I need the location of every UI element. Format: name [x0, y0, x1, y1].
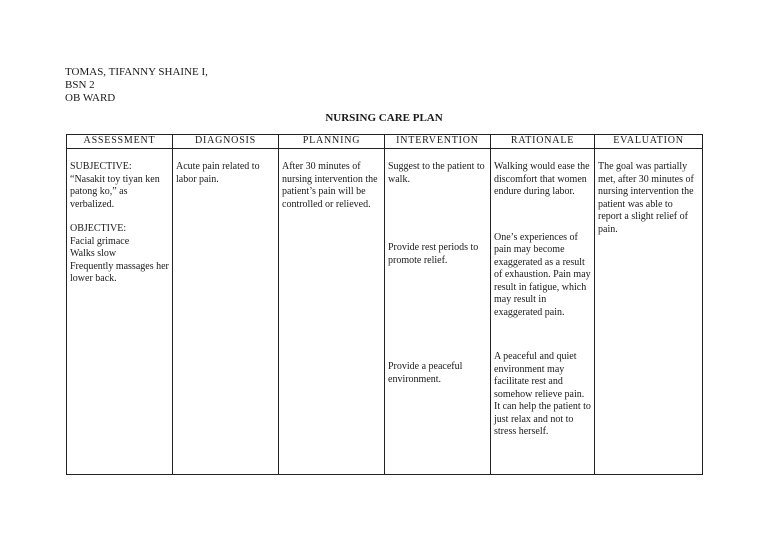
student-ward: OB WARD — [65, 92, 116, 104]
planning-text: After 30 minutes of nursing intervention the patient’s pain will be controlled or relieved. — [282, 161, 378, 210]
rationale-cell — [491, 149, 595, 475]
subjective-label: SUBJECTIVE: — [70, 161, 132, 172]
objective-item: Frequently massages her lower back. — [70, 260, 169, 284]
care-plan-table — [66, 134, 703, 475]
objective-item: Facial grimace — [70, 235, 130, 247]
rationale-item: One’s experiences of pain may become exaggerated as a result of exhaustion. Pain may result in fatigue, which may result in exaggerated pain. — [494, 231, 591, 318]
diagnosis-text: Acute pain related to labor pain. — [176, 161, 260, 185]
subjective-text: “Nasakit toy tiyan ken patong ko,” as verbalized. — [70, 173, 160, 210]
column-header-diagnosis: DIAGNOSIS — [173, 135, 279, 149]
student-course: BSN 2 — [65, 79, 95, 91]
intervention-item: Provide a peaceful environment. — [388, 361, 463, 385]
rationale-item: A peaceful and quiet environment may facilitate rest and somehow relieve pain. It can help the patient to just relax and not to stress herself. — [494, 351, 591, 437]
document-title: NURSING CARE PLAN — [325, 112, 443, 124]
table-header-row — [67, 135, 703, 149]
column-header-intervention: INTERVENTION — [385, 135, 491, 149]
student-name: TOMAS, TIFANNY SHAINE I, — [65, 66, 208, 78]
diagnosis-cell — [173, 149, 279, 475]
column-header-planning: PLANNING — [279, 135, 385, 149]
student-header — [65, 66, 208, 105]
intervention-item: Suggest to the patient to walk. — [388, 161, 485, 185]
evaluation-cell — [595, 149, 703, 475]
objective-label: OBJECTIVE: — [70, 223, 127, 234]
intervention-cell — [385, 149, 491, 475]
column-header-assessment: ASSESSMENT — [67, 135, 173, 149]
rationale-item: Walking would ease the discomfort that women endure during labor. — [494, 161, 590, 197]
evaluation-text: The goal was partially met, after 30 minutes of nursing intervention the patient was able to report a slight relief of pain. — [598, 161, 694, 235]
column-header-evaluation: EVALUATION — [595, 135, 703, 149]
objective-item: Walks slow — [70, 248, 117, 259]
assessment-cell — [67, 149, 173, 475]
column-header-rationale: RATIONALE — [491, 135, 595, 149]
table-row — [67, 149, 703, 475]
planning-cell — [279, 149, 385, 475]
intervention-item: Provide rest periods to promote relief. — [388, 242, 479, 266]
